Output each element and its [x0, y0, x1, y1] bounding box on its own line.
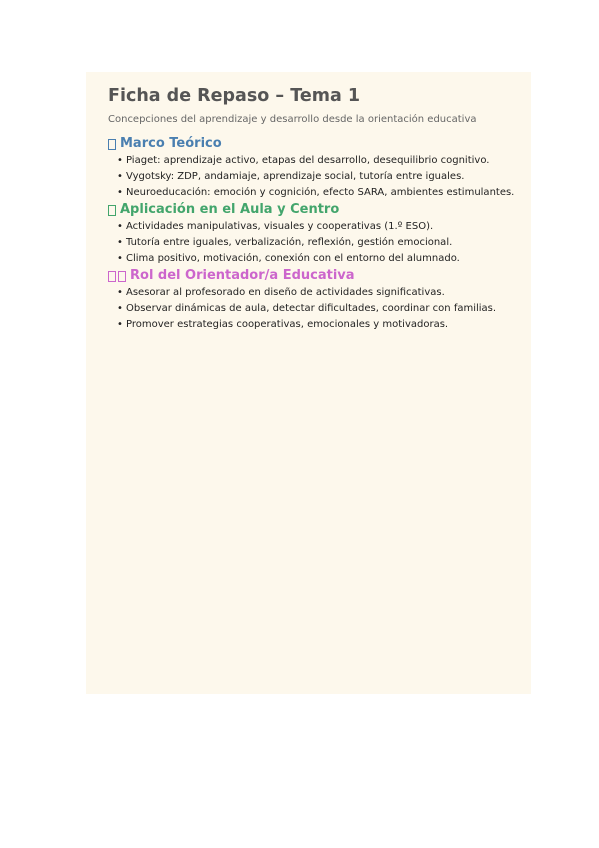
bullet-icon: •	[117, 221, 123, 232]
section-heading	[108, 136, 531, 152]
section-heading-label: Aplicación en el Aula y Centro	[120, 202, 340, 217]
counselor-icon	[108, 271, 116, 282]
counselor-icon	[118, 271, 126, 282]
list-item	[117, 235, 531, 251]
list-item	[117, 185, 531, 201]
list-item-text: Asesorar al profesorado en diseño de actividades significativas.	[126, 287, 445, 298]
list-item	[117, 153, 531, 169]
section-heading	[108, 268, 531, 284]
list-item-text: Promover estrategias cooperativas, emocionales y motivadoras.	[126, 319, 449, 330]
bullet-icon: •	[117, 287, 123, 298]
bullet-icon: •	[117, 155, 123, 166]
list-item	[117, 251, 531, 267]
bullet-list	[108, 285, 531, 333]
bullet-icon: •	[117, 171, 123, 182]
list-item-text: Vygotsky: ZDP, andamiaje, aprendizaje social, tutoría entre iguales.	[126, 171, 465, 182]
list-item	[117, 301, 531, 317]
review-sheet-content	[108, 85, 531, 333]
list-item-text: Observar dinámicas de aula, detectar dificultades, coordinar con familias.	[126, 303, 497, 314]
page-subtitle: Concepciones del aprendizaje y desarrollo desde la orientación educativa	[108, 114, 477, 125]
classroom-icon	[108, 205, 116, 216]
bullet-list	[108, 153, 531, 201]
section-heading	[108, 202, 531, 218]
section-heading-label: Rol del Orientador/a Educativa	[130, 268, 355, 283]
bullet-icon: •	[117, 303, 123, 314]
list-item-text: Piaget: aprendizaje activo, etapas del desarrollo, desequilibrio cognitivo.	[126, 155, 490, 166]
review-sheet-card	[86, 72, 531, 694]
list-item	[117, 285, 531, 301]
book-icon	[108, 139, 116, 150]
bullet-icon: •	[117, 237, 123, 248]
list-item	[117, 169, 531, 185]
section-aplicacion-aula	[108, 202, 531, 267]
bullet-icon: •	[117, 253, 123, 264]
page-title: Ficha de Repaso – Tema 1	[108, 86, 361, 106]
bullet-list	[108, 219, 531, 267]
list-item-text: Clima positivo, motivación, conexión con el entorno del alumnado.	[126, 253, 460, 264]
list-item-text: Neuroeducación: emoción y cognición, efecto SARA, ambientes estimulantes.	[126, 187, 515, 198]
section-marco-teorico	[108, 136, 531, 201]
bullet-icon: •	[117, 187, 123, 198]
section-rol-orientador	[108, 268, 531, 333]
list-item-text: Actividades manipulativas, visuales y cooperativas (1.º ESO).	[126, 221, 434, 232]
list-item-text: Tutoría entre iguales, verbalización, reflexión, gestión emocional.	[126, 237, 453, 248]
list-item	[117, 219, 531, 235]
section-heading-label: Marco Teórico	[120, 136, 222, 151]
list-item	[117, 317, 531, 333]
bullet-icon: •	[117, 319, 123, 330]
